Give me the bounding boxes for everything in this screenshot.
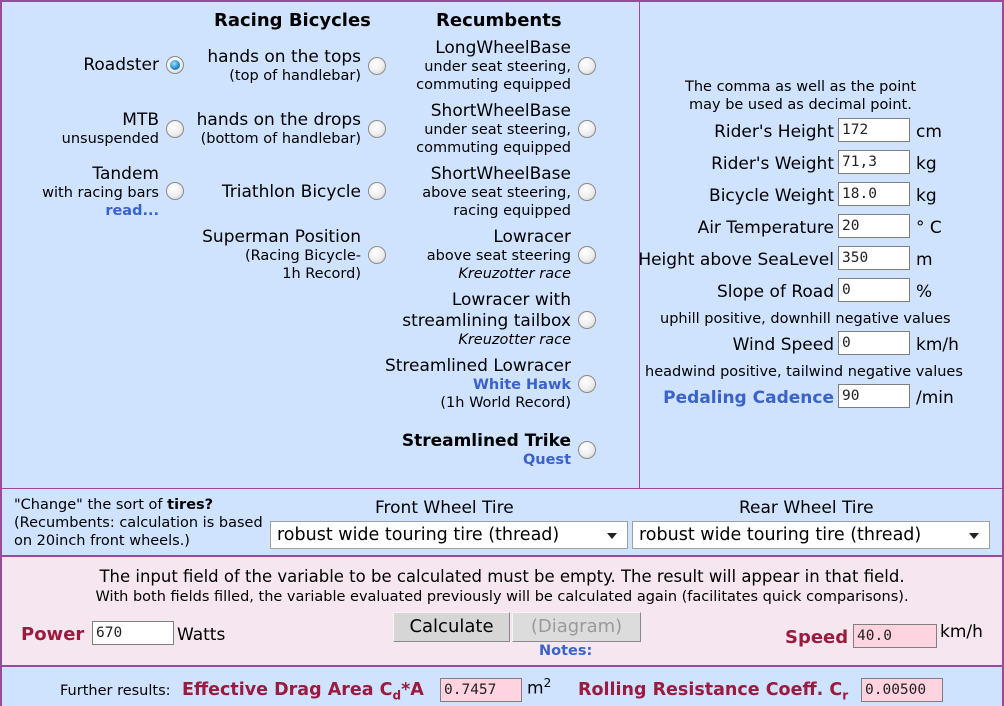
front-tire-selected: robust wide touring tire (thread) <box>277 525 560 545</box>
drag-area-tail: *A <box>401 680 424 700</box>
label-front-wheel-tire: Front Wheel Tire <box>375 498 514 518</box>
link-tandem-read[interactable]: read... <box>105 203 159 219</box>
label-speed: Speed <box>785 627 849 648</box>
wind-note: headwind positive, tailwind negative values <box>645 364 963 380</box>
label-tandem: Tandem <box>92 164 159 184</box>
rolling-resistance-output[interactable]: 0.00500 <box>861 678 943 702</box>
tires-intro-line3: on 20inch front wheels.) <box>14 533 190 549</box>
label-superman-sub2: 1h Record) <box>282 266 361 282</box>
label-swb-above-sub1: above seat steering, <box>422 185 571 201</box>
label-swb-under-sub2: commuting equipped <box>416 140 571 156</box>
radio-lowracer-tailbox[interactable] <box>578 311 596 329</box>
unit-speed: km/h <box>940 622 983 642</box>
label-lwb: LongWheelBase <box>435 38 571 58</box>
radio-superman[interactable] <box>368 246 386 264</box>
speed-input[interactable]: 40.0 <box>853 624 937 648</box>
height-sealevel-input[interactable]: 350 <box>838 246 910 270</box>
label-roadster: Roadster <box>83 55 159 75</box>
rider-height-input[interactable]: 172 <box>838 118 910 142</box>
label-lowracer-tailbox2: streamlining tailbox <box>402 311 571 331</box>
label-rear-wheel-tire: Rear Wheel Tire <box>739 498 874 518</box>
label-swb-above-sub2: racing equipped <box>453 203 571 219</box>
chevron-down-icon <box>969 533 979 539</box>
unit-power: Watts <box>177 625 226 645</box>
radio-swb-under[interactable] <box>578 120 596 138</box>
header-recumbents: Recumbents <box>436 10 562 31</box>
radio-lwb[interactable] <box>578 57 596 75</box>
unit-slope-road: % <box>916 282 933 302</box>
radio-hands-tops[interactable] <box>368 57 386 75</box>
label-lowracer-tailbox1: Lowracer with <box>451 290 571 310</box>
rolling-resistance-text: Rolling Resistance Coeff. C <box>578 680 843 700</box>
label-triathlon: Triathlon Bicycle <box>221 182 361 202</box>
label-tandem-sub: with racing bars <box>42 185 159 201</box>
radio-hands-drops[interactable] <box>368 120 386 138</box>
label-lwb-sub2: commuting equipped <box>416 77 571 93</box>
rear-tire-selected: robust wide touring tire (thread) <box>639 525 922 545</box>
radio-swb-above[interactable] <box>578 183 596 201</box>
decimal-note-2: may be used as decimal point. <box>689 97 912 113</box>
unit-rider-weight: kg <box>916 154 937 174</box>
label-lowracer-tailbox-sub: Kreuzotter race <box>458 332 571 348</box>
label-air-temperature: Air Temperature <box>697 218 834 238</box>
unit-bicycle-weight: kg <box>916 186 937 206</box>
label-streamlined-lowracer-sub: (1h World Record) <box>440 395 571 411</box>
rider-weight-input[interactable]: 71,3 <box>838 150 910 174</box>
label-lowracer-sub1: above seat steering <box>426 248 571 264</box>
drag-area-unit-sup: 2 <box>543 676 552 690</box>
label-lowracer-sub2: Kreuzotter race <box>458 266 571 282</box>
chevron-down-icon <box>607 533 617 539</box>
further-results-label: Further results: <box>60 683 171 699</box>
drag-area-unit: m <box>527 678 544 699</box>
unit-wind-speed: km/h <box>916 335 959 355</box>
unit-rider-height: cm <box>916 122 942 142</box>
tires-intro-line2: (Recumbents: calculation is based <box>14 515 263 531</box>
tires-intro-line1 <box>14 497 213 513</box>
label-superman-sub1: (Racing Bicycle- <box>245 248 361 264</box>
label-hands-drops-sub: (bottom of handlebar) <box>200 131 361 147</box>
calc-instruction-2: With both fields filled, the variable evaluated previously will be calculated again (facilitates quick comparisons). <box>95 589 909 605</box>
radio-mtb[interactable] <box>166 120 184 138</box>
label-power: Power <box>21 624 85 645</box>
label-streamlined-trike: Streamlined Trike <box>401 431 571 451</box>
unit-air-temperature: ° C <box>916 218 942 238</box>
radio-tandem[interactable] <box>166 182 184 200</box>
link-notes[interactable]: Notes: <box>539 643 593 659</box>
radio-triathlon[interactable] <box>368 182 386 200</box>
rider-parameters-panel <box>639 0 1004 489</box>
label-rolling-resistance <box>578 680 848 703</box>
radio-roadster[interactable] <box>166 56 184 74</box>
calc-instruction-1: The input field of the variable to be calculated must be empty. The result will appear in that field. <box>99 567 905 586</box>
air-temperature-input[interactable]: 20 <box>838 214 910 238</box>
diagram-button: (Diagram) <box>512 612 641 642</box>
label-mtb: MTB <box>122 110 159 130</box>
link-quest[interactable]: Quest <box>522 452 571 468</box>
label-swb-under-sub1: under seat steering, <box>424 122 571 138</box>
decimal-note-1: The comma as well as the point <box>685 79 917 95</box>
label-bicycle-weight: Bicycle Weight <box>709 186 834 206</box>
front-tire-select[interactable] <box>270 521 628 549</box>
unit-drag-area <box>527 676 551 699</box>
header-racing-bicycles: Racing Bicycles <box>214 10 371 31</box>
label-lwb-sub1: under seat steering, <box>424 59 571 75</box>
label-swb-under: ShortWheelBase <box>430 101 571 121</box>
radio-lowracer[interactable] <box>578 246 596 264</box>
calculate-button[interactable]: Calculate <box>393 612 510 642</box>
drag-area-output[interactable]: 0.7457 <box>440 678 522 702</box>
bicycle-weight-input[interactable]: 18.0 <box>838 182 910 206</box>
rear-tire-select[interactable] <box>632 521 990 549</box>
link-white-hawk[interactable]: White Hawk <box>472 377 571 393</box>
tires-intro-text: "Change" the sort of <box>14 497 168 513</box>
slope-road-input[interactable]: 0 <box>838 278 910 302</box>
label-swb-above: ShortWheelBase <box>430 164 571 184</box>
wind-speed-input[interactable]: 0 <box>838 331 910 355</box>
radio-streamlined-trike[interactable] <box>578 441 596 459</box>
label-hands-drops: hands on the drops <box>196 110 361 130</box>
label-lowracer: Lowracer <box>493 227 571 247</box>
power-input[interactable]: 670 <box>92 621 174 645</box>
label-streamlined-lowracer: Streamlined Lowracer <box>384 356 571 376</box>
label-rider-height: Rider's Height <box>714 122 834 142</box>
label-wind-speed: Wind Speed <box>732 335 834 355</box>
label-slope-road: Slope of Road <box>716 282 834 302</box>
rolling-resistance-subscript: r <box>842 688 849 703</box>
label-height-sealevel: Height above SeaLevel <box>638 250 834 270</box>
drag-area-subscript: d <box>392 688 402 703</box>
drag-area-text: Effective Drag Area C <box>182 680 393 700</box>
radio-streamlined-lowracer[interactable] <box>578 375 596 393</box>
slope-note: uphill positive, downhill negative values <box>660 311 951 327</box>
label-hands-tops-sub: (top of handlebar) <box>229 68 361 84</box>
tires-intro-bold: tires? <box>167 497 214 513</box>
unit-height-sealevel: m <box>916 250 933 270</box>
pedaling-cadence-input[interactable]: 90 <box>838 384 910 408</box>
label-drag-area <box>182 680 424 703</box>
label-superman: Superman Position <box>202 227 361 247</box>
label-rider-weight: Rider's Weight <box>711 154 834 174</box>
label-hands-tops: hands on the tops <box>207 47 361 67</box>
label-mtb-sub: unsuspended <box>61 131 159 147</box>
link-pedaling-cadence[interactable]: Pedaling Cadence <box>663 388 834 408</box>
unit-pedaling-cadence: /min <box>916 388 954 408</box>
